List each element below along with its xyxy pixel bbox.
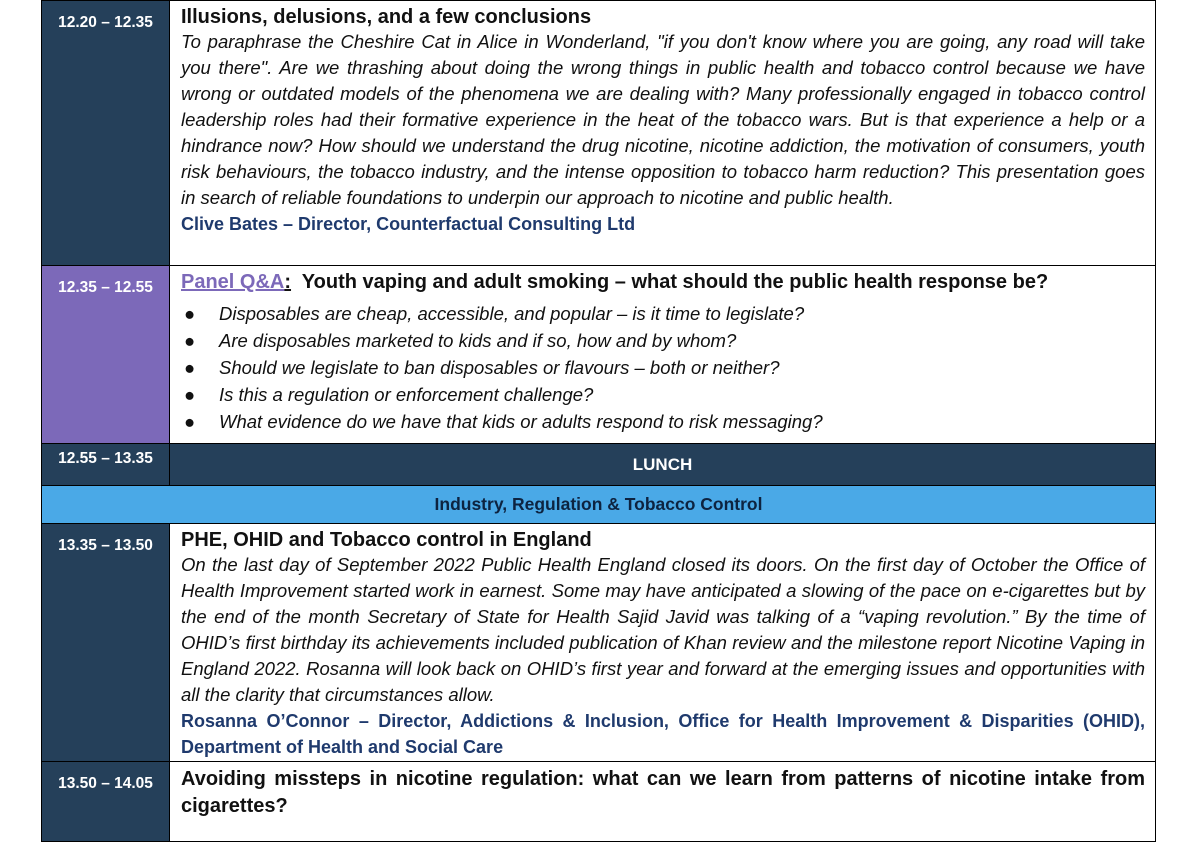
bullet-icon: ● <box>184 303 196 324</box>
list-item: ● Are disposables marketed to kids and if so, how and by whom? <box>181 327 1145 354</box>
session-speaker: Clive Bates – Director, Counterfactual Consulting Ltd <box>181 214 636 234</box>
agenda-row <box>42 1 1156 266</box>
time-cell: 13.35 – 13.50 <box>42 524 170 762</box>
session-description: To paraphrase the Cheshire Cat in Alice in Wonderland, "if you don't know where you are going, any road will take you there". Are we thrashing about doing the wrong things in public health and tobacco control because we have wrong or outdated models of the phenomena we are dealing with? Many professionally engaged in tobacco control leadership roles had their formative experience in the heat of the tobacco wars. But is that experience a help or a hindrance now? How should we understand the drug nicotine, nicotine addiction, the motivation of consumers, youth risk behaviours, the tobacco industry, and the intense opposition to tobacco harm reduction? This presentation goes in search of reliable foundations to underpin our approach to nicotine and public health. <box>181 31 1145 208</box>
session-speaker: Rosanna O’Connor – Director, Addictions & Inclusion, Office for Health Improvement & Disparities (OHID), Department of Health and Social Care <box>181 711 1145 757</box>
session-cell <box>170 1 1156 266</box>
time-cell: 12.20 – 12.35 <box>42 1 170 266</box>
session-title: Illusions, delusions, and a few conclusions <box>181 6 592 28</box>
agenda-row <box>42 266 1156 444</box>
agenda-row <box>42 444 1156 486</box>
session-description: On the last day of September 2022 Public Health England closed its doors. On the first day of October the Office of Health Improvement started work in earnest. Some may have anticipated a slowing of the pace on e-cigarettes but by the end of the month Secretary of State for Health Sajid Javid was talking of a “vaping revolution.” By the time of OHID’s first birthday its achievements included publication of Khan review and the milestone report Nicotine Vaping in England 2022. Rosanna will look back on OHID’s first year and forward at the emerging issues and opportunities with all the clarity that circumstances allow. <box>181 554 1145 705</box>
session-cell <box>170 524 1156 762</box>
lunch-label: LUNCH <box>170 444 1156 486</box>
list-item: ● Disposables are cheap, accessible, and popular – is it time to legislate? <box>181 300 1145 327</box>
agenda-row <box>42 762 1156 842</box>
bullet-icon: ● <box>184 357 196 378</box>
list-item: ● Should we legislate to ban disposables or flavours – both or neither? <box>181 354 1145 381</box>
agenda-table <box>41 0 1156 842</box>
agenda-row <box>42 524 1156 762</box>
bullet-icon: ● <box>184 384 196 405</box>
panel-qa-link[interactable]: Panel Q&A <box>181 271 285 293</box>
session-cell <box>170 762 1156 842</box>
bullet-icon: ● <box>184 330 196 351</box>
session-title: Avoiding missteps in nicotine regulation: what can we learn from patterns of nicotine intake from cigarettes? <box>181 768 1145 817</box>
time-cell: 12.55 – 13.35 <box>42 444 170 486</box>
list-item: ● Is this a regulation or enforcement challenge? <box>181 381 1145 408</box>
session-title: Panel Q&A: Youth vaping and adult smoking – what should the public health response be? <box>181 271 1049 293</box>
bullet-icon: ● <box>184 411 196 432</box>
time-cell: 12.35 – 12.55 <box>42 266 170 444</box>
section-header: Industry, Regulation & Tobacco Control <box>42 486 1156 524</box>
session-cell <box>170 266 1156 444</box>
question-list <box>181 300 1145 435</box>
time-cell: 13.50 – 14.05 <box>42 762 170 842</box>
list-item: ● What evidence do we have that kids or adults respond to risk messaging? <box>181 408 1145 435</box>
session-title: PHE, OHID and Tobacco control in England <box>181 529 592 551</box>
section-row <box>42 486 1156 524</box>
